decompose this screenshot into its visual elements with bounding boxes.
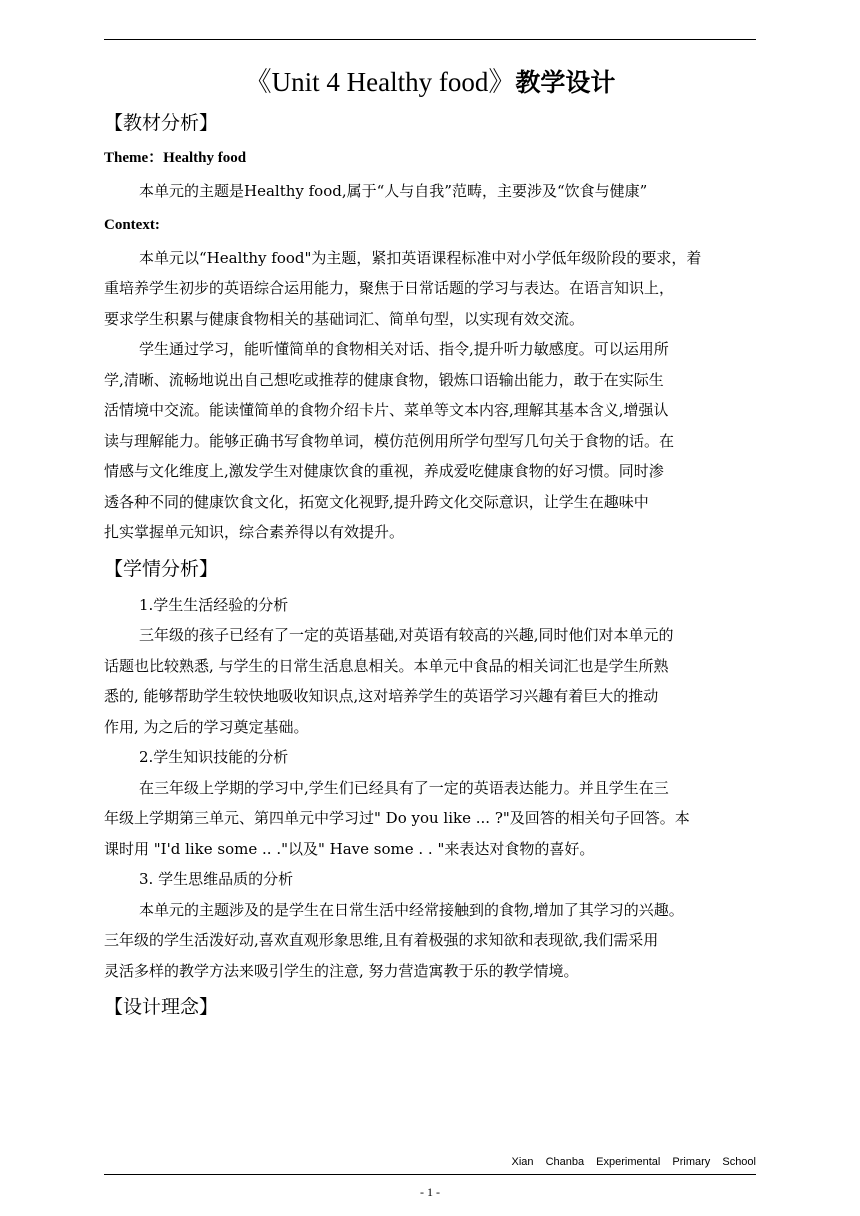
paragraph-line: 在三年级上学期的学习中,学生们已经具有了一定的英语表达能力。并且学生在三 bbox=[139, 778, 669, 797]
paragraph-line: 话题也比较熟悉, 与学生的日常生活息息相关。本单元中食品的相关词汇也是学生所熟 bbox=[104, 656, 669, 675]
paragraph-line: 扎实掌握单元知识，综合素养得以有效提升。 bbox=[104, 523, 405, 541]
paragraph-line: 本单元的主题是Healthy food,属于“人与自我”范畴，主要涉及“饮食与健康” bbox=[139, 182, 648, 200]
paragraph-line: 灵活多样的教学方法来吸引学生的注意, 努力营造寓教于乐的教学情境。 bbox=[104, 961, 579, 980]
subsection-title-thinking-quality: 3. 学生思维品质的分析 bbox=[139, 870, 294, 888]
paragraph-line: 要求学生积累与健康食物相关的基础词汇、简单句型，以实现有效交流。 bbox=[104, 309, 585, 328]
context-label: Context: bbox=[104, 216, 160, 233]
footer-rule bbox=[104, 1174, 756, 1175]
section-heading-learner-analysis: 【学情分析】 bbox=[104, 557, 219, 580]
section-heading-textbook-analysis: 【教材分析】 bbox=[104, 112, 219, 134]
section-heading-design-concept: 【设计理念】 bbox=[104, 996, 219, 1018]
knowledge-skills-paragraph bbox=[104, 773, 756, 865]
theme-paragraph bbox=[104, 176, 756, 207]
page-title-en: 《Unit 4 Healthy food》 bbox=[244, 67, 516, 97]
paragraph-line: 重培养学生初步的英语综合运用能力，聚焦于日常话题的学习与表达。在语言知识上， bbox=[104, 279, 675, 297]
paragraph-line: 课时用 "I'd like some .. ."以及" Have some . . "来表达对食物的喜好。 bbox=[104, 839, 595, 858]
thinking-quality-paragraph bbox=[104, 895, 756, 987]
paragraph-line: 透各种不同的健康饮食文化，拓宽文化视野,提升跨文化交际意识，让学生在趣味中 bbox=[104, 492, 649, 511]
paragraph-line: 三年级的学生活泼好动,喜欢直观形象思维,且有着极强的求知欲和表现欲,我们需采用 bbox=[104, 931, 659, 949]
paragraph-line: 本单元以“Healthy food"为主题，紧扣英语课程标准中对小学低年级阶段的要求，着 bbox=[139, 248, 702, 267]
paragraph-line: 读与理解能力。能够正确书写食物单词，模仿范例用所学句型写几句关于食物的话。在 bbox=[104, 431, 675, 450]
paragraph-line: 学生通过学习，能听懂简单的食物相关对话、指令,提升听力敏感度。可以运用所 bbox=[139, 340, 669, 358]
context-paragraph bbox=[104, 243, 756, 335]
goals-paragraph bbox=[104, 334, 756, 548]
life-experience-paragraph bbox=[104, 620, 756, 742]
page-title-cn: 教学设计 bbox=[515, 68, 616, 97]
paragraph-line: 年级上学期第三单元、第四单元中学习过" Do you like ... ?"及回答的相关句子回答。本 bbox=[104, 809, 690, 827]
paragraph-line: 作用, 为之后的学习奠定基础。 bbox=[104, 717, 309, 736]
paragraph-line: 三年级的孩子已经有了一定的英语基础,对英语有较高的兴趣,同时他们对本单元的 bbox=[139, 626, 674, 644]
paragraph-line: 学,清晰、流畅地说出自己想吃或推荐的健康食物，锻炼口语输出能力，敢于在实际生 bbox=[104, 370, 664, 389]
page-number: - 1 - bbox=[420, 1185, 440, 1199]
paragraph-line: 本单元的主题涉及的是学生在日常生活中经常接触到的食物,增加了其学习的兴趣。 bbox=[139, 900, 684, 919]
page-title bbox=[104, 62, 756, 103]
subsection-title-life-experience: 1.学生生活经验的分析 bbox=[139, 595, 289, 614]
paragraph-line: 情感与文化维度上,激发学生对健康饮食的重视，养成爱吃健康食物的好习惯。同时渗 bbox=[104, 462, 664, 480]
paragraph-line: 悉的, 能够帮助学生较快地吸收知识点,这对培养学生的英语学习兴趣有着巨大的推动 bbox=[104, 687, 659, 705]
paragraph-line: 活情境中交流。能读懂简单的食物介绍卡片、菜单等文本内容,理解其基本含义,增强认 bbox=[104, 401, 669, 419]
document-body bbox=[104, 106, 756, 1024]
header-rule bbox=[104, 39, 756, 40]
subsection-title-knowledge-skills: 2.学生知识技能的分析 bbox=[139, 748, 289, 766]
footer-school-name: Xian Chanba Experimental Primary School bbox=[511, 1156, 756, 1168]
theme-label: Theme：Healthy food bbox=[104, 150, 247, 166]
